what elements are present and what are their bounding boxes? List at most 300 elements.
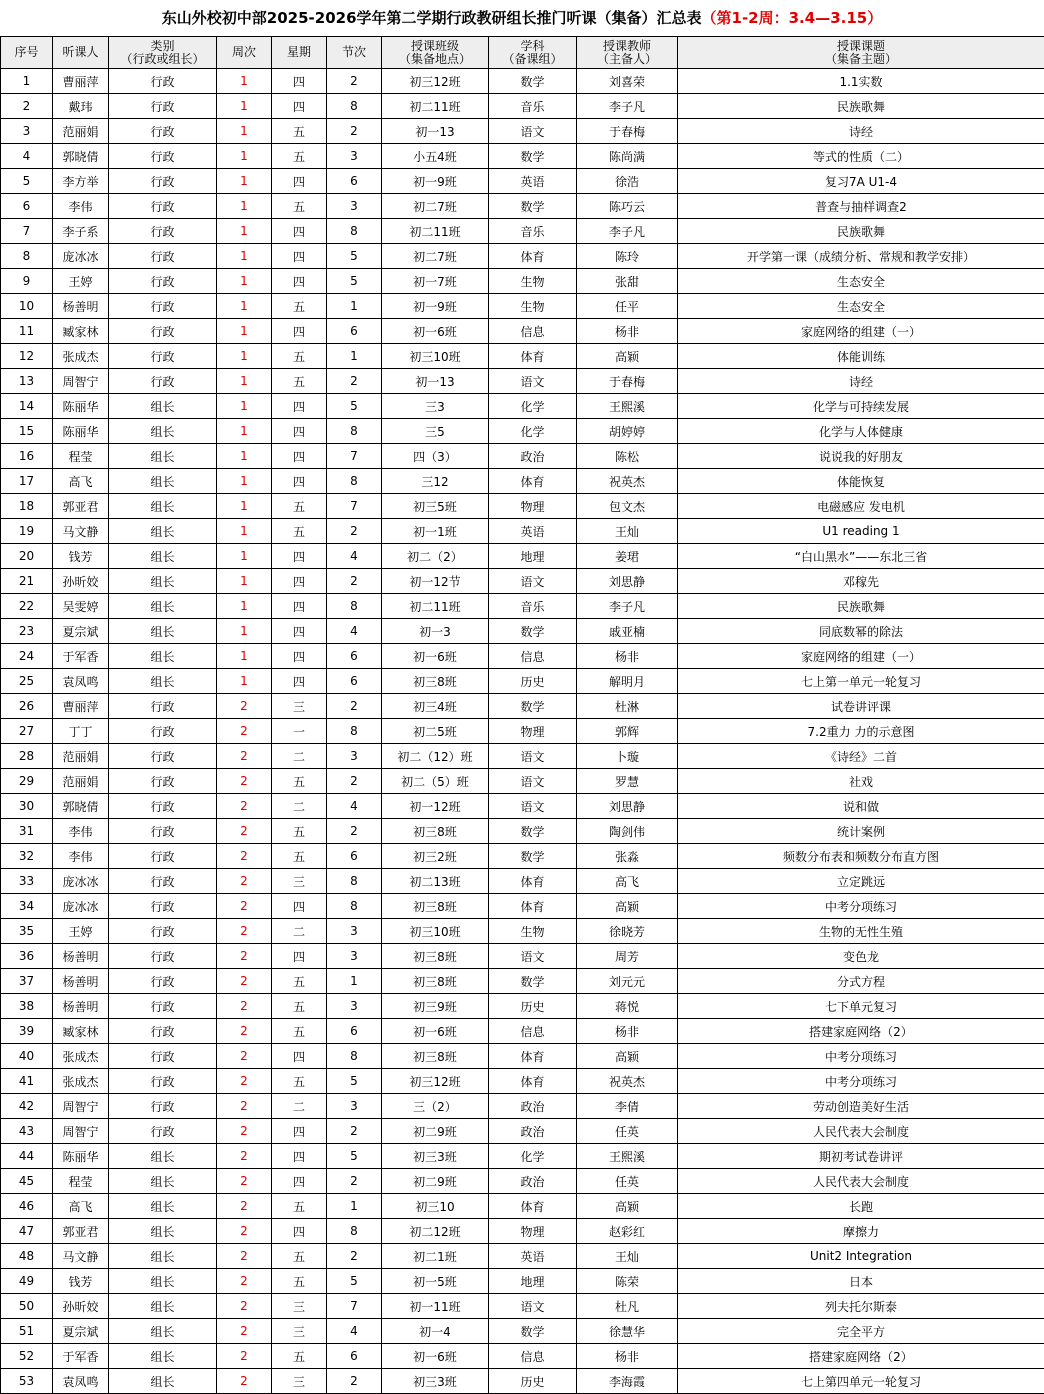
col-weekday-cell: 四 (272, 269, 327, 294)
col-class-cell: 初一12节 (382, 569, 489, 594)
col-index-cell: 27 (1, 719, 53, 744)
col-weekday-cell: 五 (272, 819, 327, 844)
col-teacher-cell: 姜珺 (577, 544, 678, 569)
col-class-cell: 初三4班 (382, 694, 489, 719)
col-week-header: 周次 (217, 37, 272, 69)
col-teacher-cell: 徐晓芳 (577, 919, 678, 944)
col-class-cell: 初二11班 (382, 594, 489, 619)
col-index-cell: 49 (1, 1269, 53, 1294)
col-class-cell: 初三8班 (382, 669, 489, 694)
col-week-cell: 1 (217, 544, 272, 569)
col-period-cell: 2 (327, 769, 382, 794)
col-observer-cell: 马文静 (53, 1244, 109, 1269)
page-title (0, 0, 1044, 36)
col-index-cell: 24 (1, 644, 53, 669)
col-category-cell: 行政 (109, 369, 217, 394)
col-period-cell: 1 (327, 969, 382, 994)
col-week-cell: 1 (217, 669, 272, 694)
table-row (1, 1069, 1044, 1094)
col-teacher-cell: 罗慧 (577, 769, 678, 794)
col-subject-cell: 体育 (489, 869, 577, 894)
col-index-cell: 10 (1, 294, 53, 319)
col-index-cell: 22 (1, 594, 53, 619)
col-category-cell: 组长 (109, 644, 217, 669)
col-week-cell: 2 (217, 794, 272, 819)
col-observer-cell: 于军香 (53, 1344, 109, 1369)
col-week-cell: 1 (217, 94, 272, 119)
col-teacher-cell: 戚亚楠 (577, 619, 678, 644)
col-teacher-cell: 任英 (577, 1169, 678, 1194)
col-category-cell: 行政 (109, 169, 217, 194)
col-weekday-cell: 四 (272, 569, 327, 594)
col-teacher-cell: 王灿 (577, 519, 678, 544)
col-period-cell: 8 (327, 719, 382, 744)
col-weekday-cell: 四 (272, 644, 327, 669)
col-period-cell: 6 (327, 1019, 382, 1044)
col-class-cell: 初一3 (382, 619, 489, 644)
col-topic-cell: 立定跳远 (678, 869, 1044, 894)
col-category-cell: 组长 (109, 1244, 217, 1269)
col-observer-cell: 丁丁 (53, 719, 109, 744)
col-period-cell: 6 (327, 1344, 382, 1369)
col-subject-cell: 语文 (489, 569, 577, 594)
col-topic-cell: 民族歌舞 (678, 219, 1044, 244)
table-row (1, 244, 1044, 269)
col-period-cell: 8 (327, 94, 382, 119)
table-row (1, 544, 1044, 569)
col-subject-cell: 音乐 (489, 594, 577, 619)
table-row (1, 819, 1044, 844)
col-category-cell: 行政 (109, 319, 217, 344)
col-weekday-cell: 二 (272, 1094, 327, 1119)
col-weekday-cell: 四 (272, 1219, 327, 1244)
col-observer-cell: 郭亚君 (53, 494, 109, 519)
col-observer-cell: 庞冰冰 (53, 869, 109, 894)
col-subject-cell: 物理 (489, 719, 577, 744)
col-category-cell: 组长 (109, 394, 217, 419)
col-category-cell: 组长 (109, 519, 217, 544)
col-class-cell: 初二1班 (382, 1244, 489, 1269)
col-topic-cell: 长跑 (678, 1194, 1044, 1219)
col-weekday-cell: 五 (272, 1194, 327, 1219)
col-category-cell: 行政 (109, 219, 217, 244)
col-subject-cell: 化学 (489, 419, 577, 444)
col-index-cell: 5 (1, 169, 53, 194)
col-category-cell: 行政 (109, 919, 217, 944)
table-row (1, 644, 1044, 669)
col-topic-cell: 试卷讲评课 (678, 694, 1044, 719)
col-class-cell: 初三8班 (382, 1044, 489, 1069)
col-teacher-cell: 高颖 (577, 1044, 678, 1069)
col-observer-cell: 马文静 (53, 519, 109, 544)
col-class-cell: 初一6班 (382, 1019, 489, 1044)
col-period-cell: 5 (327, 1144, 382, 1169)
col-category-cell: 行政 (109, 344, 217, 369)
col-class-header: 授课班级 （集备地点） (382, 37, 489, 69)
col-period-cell: 8 (327, 469, 382, 494)
col-topic-cell: 普查与抽样调查2 (678, 194, 1044, 219)
table-row (1, 444, 1044, 469)
col-weekday-cell: 五 (272, 1069, 327, 1094)
col-period-cell: 7 (327, 1294, 382, 1319)
col-topic-cell: “白山黑水”——东北三省 (678, 544, 1044, 569)
col-teacher-cell: 任平 (577, 294, 678, 319)
col-week-cell: 2 (217, 1094, 272, 1119)
col-topic-cell: 生物的无性生殖 (678, 919, 1044, 944)
col-subject-cell: 历史 (489, 994, 577, 1019)
col-index-cell: 41 (1, 1069, 53, 1094)
col-category-cell: 组长 (109, 1344, 217, 1369)
col-index-cell: 8 (1, 244, 53, 269)
col-weekday-cell: 四 (272, 444, 327, 469)
col-week-cell: 2 (217, 994, 272, 1019)
col-index-cell: 7 (1, 219, 53, 244)
col-topic-cell: 说和做 (678, 794, 1044, 819)
col-category-cell: 组长 (109, 1194, 217, 1219)
col-observer-cell: 戴玮 (53, 94, 109, 119)
col-observer-cell: 庞冰冰 (53, 244, 109, 269)
col-weekday-cell: 四 (272, 1144, 327, 1169)
col-period-cell: 5 (327, 269, 382, 294)
col-index-cell: 28 (1, 744, 53, 769)
table-row (1, 969, 1044, 994)
col-category-cell: 行政 (109, 1119, 217, 1144)
col-index-cell: 36 (1, 944, 53, 969)
col-class-cell: 初三10班 (382, 919, 489, 944)
col-index-cell: 35 (1, 919, 53, 944)
col-period-cell: 1 (327, 294, 382, 319)
col-observer-cell: 孙昕姣 (53, 1294, 109, 1319)
col-subject-header: 学科 （备课组） (489, 37, 577, 69)
table-header-row (1, 37, 1044, 69)
col-weekday-cell: 四 (272, 944, 327, 969)
col-week-cell: 2 (217, 744, 272, 769)
col-weekday-cell: 四 (272, 94, 327, 119)
col-category-cell: 行政 (109, 269, 217, 294)
col-subject-cell: 体育 (489, 244, 577, 269)
col-topic-cell: U1 reading 1 (678, 519, 1044, 544)
col-index-cell: 20 (1, 544, 53, 569)
col-week-cell: 1 (217, 194, 272, 219)
col-topic-cell: 七下单元复习 (678, 994, 1044, 1019)
col-week-cell: 2 (217, 969, 272, 994)
col-subject-cell: 语文 (489, 744, 577, 769)
col-observer-cell: 郭晓倩 (53, 794, 109, 819)
col-teacher-cell: 张淼 (577, 844, 678, 869)
col-week-cell: 2 (217, 694, 272, 719)
col-topic-cell: 社戏 (678, 769, 1044, 794)
col-period-cell: 8 (327, 869, 382, 894)
col-week-cell: 2 (217, 1369, 272, 1394)
col-subject-cell: 英语 (489, 169, 577, 194)
table-row (1, 1244, 1044, 1269)
col-teacher-cell: 李子凡 (577, 94, 678, 119)
col-class-cell: 初二7班 (382, 194, 489, 219)
col-subject-cell: 数学 (489, 69, 577, 94)
col-week-cell: 2 (217, 919, 272, 944)
col-weekday-cell: 四 (272, 544, 327, 569)
col-category-header: 类别 （行政或组长） (109, 37, 217, 69)
table-row (1, 694, 1044, 719)
col-index-cell: 37 (1, 969, 53, 994)
col-period-cell: 6 (327, 669, 382, 694)
col-category-cell: 行政 (109, 869, 217, 894)
col-topic-cell: 生态安全 (678, 269, 1044, 294)
col-topic-cell: 诗经 (678, 369, 1044, 394)
col-week-cell: 1 (217, 569, 272, 594)
col-teacher-cell: 李子凡 (577, 219, 678, 244)
col-class-cell: 小五4班 (382, 144, 489, 169)
table-row (1, 69, 1044, 94)
col-index-cell: 29 (1, 769, 53, 794)
col-week-cell: 2 (217, 869, 272, 894)
table-row (1, 119, 1044, 144)
table-row (1, 669, 1044, 694)
col-weekday-cell: 四 (272, 894, 327, 919)
col-topic-cell: 化学与人体健康 (678, 419, 1044, 444)
col-week-cell: 2 (217, 1194, 272, 1219)
col-week-cell: 2 (217, 944, 272, 969)
col-index-cell: 34 (1, 894, 53, 919)
table-row (1, 519, 1044, 544)
col-week-cell: 2 (217, 1244, 272, 1269)
col-observer-cell: 杨善明 (53, 969, 109, 994)
col-index-cell: 1 (1, 69, 53, 94)
col-category-cell: 组长 (109, 619, 217, 644)
col-topic-cell: 民族歌舞 (678, 94, 1044, 119)
col-class-cell: 初三3班 (382, 1369, 489, 1394)
col-teacher-cell: 杨非 (577, 1019, 678, 1044)
col-weekday-cell: 五 (272, 119, 327, 144)
table-row (1, 269, 1044, 294)
col-observer-cell: 周智宁 (53, 369, 109, 394)
col-subject-cell: 化学 (489, 394, 577, 419)
col-teacher-cell: 杜凡 (577, 1294, 678, 1319)
col-teacher-cell: 于春梅 (577, 119, 678, 144)
col-subject-cell: 数学 (489, 144, 577, 169)
col-weekday-cell: 四 (272, 469, 327, 494)
col-subject-cell: 化学 (489, 1144, 577, 1169)
col-subject-cell: 语文 (489, 369, 577, 394)
col-subject-cell: 生物 (489, 294, 577, 319)
col-observer-cell: 高飞 (53, 1194, 109, 1219)
col-observer-cell: 曹丽萍 (53, 694, 109, 719)
table-row (1, 619, 1044, 644)
col-weekday-cell: 四 (272, 169, 327, 194)
col-period-cell: 2 (327, 519, 382, 544)
col-week-cell: 1 (217, 294, 272, 319)
col-topic-cell: 搭建家庭网络（2） (678, 1019, 1044, 1044)
col-teacher-cell: 王熙溪 (577, 394, 678, 419)
col-period-cell: 1 (327, 1194, 382, 1219)
col-period-cell: 2 (327, 569, 382, 594)
col-weekday-header: 星期 (272, 37, 327, 69)
col-week-cell: 2 (217, 1269, 272, 1294)
col-weekday-cell: 四 (272, 219, 327, 244)
col-category-cell: 组长 (109, 1269, 217, 1294)
col-period-cell: 8 (327, 219, 382, 244)
col-index-cell: 51 (1, 1319, 53, 1344)
col-teacher-cell: 徐慧华 (577, 1319, 678, 1344)
col-week-cell: 1 (217, 494, 272, 519)
col-week-cell: 1 (217, 519, 272, 544)
col-observer-cell: 吴雯婷 (53, 594, 109, 619)
col-period-cell: 7 (327, 494, 382, 519)
col-week-cell: 2 (217, 1019, 272, 1044)
col-index-header: 序号 (1, 37, 53, 69)
col-observer-cell: 陈丽华 (53, 394, 109, 419)
col-subject-cell: 音乐 (489, 219, 577, 244)
col-topic-cell: 7.2重力 力的示意图 (678, 719, 1044, 744)
col-teacher-cell: 张甜 (577, 269, 678, 294)
col-period-cell: 3 (327, 994, 382, 1019)
table-row (1, 569, 1044, 594)
col-category-cell: 组长 (109, 494, 217, 519)
col-category-cell: 组长 (109, 1369, 217, 1394)
col-observer-header: 听课人 (53, 37, 109, 69)
col-teacher-cell: 祝英杰 (577, 1069, 678, 1094)
col-subject-cell: 音乐 (489, 94, 577, 119)
col-observer-cell: 陈丽华 (53, 419, 109, 444)
col-week-cell: 1 (217, 469, 272, 494)
col-weekday-cell: 五 (272, 369, 327, 394)
col-subject-cell: 体育 (489, 469, 577, 494)
col-observer-cell: 李方举 (53, 169, 109, 194)
col-category-cell: 行政 (109, 1019, 217, 1044)
col-weekday-cell: 三 (272, 1294, 327, 1319)
table-row (1, 1194, 1044, 1219)
col-topic-cell: 家庭网络的组建（一） (678, 319, 1044, 344)
table-row (1, 1269, 1044, 1294)
col-topic-cell: 化学与可持续发展 (678, 394, 1044, 419)
col-category-cell: 行政 (109, 94, 217, 119)
col-topic-cell: 《诗经》二首 (678, 744, 1044, 769)
col-observer-cell: 王婷 (53, 919, 109, 944)
col-observer-cell: 李子系 (53, 219, 109, 244)
col-index-cell: 46 (1, 1194, 53, 1219)
col-period-cell: 8 (327, 1044, 382, 1069)
col-teacher-cell: 蒋悦 (577, 994, 678, 1019)
col-subject-cell: 信息 (489, 319, 577, 344)
col-subject-cell: 体育 (489, 894, 577, 919)
col-topic-cell: 邓稼先 (678, 569, 1044, 594)
col-index-cell: 13 (1, 369, 53, 394)
col-index-cell: 45 (1, 1169, 53, 1194)
table-row (1, 469, 1044, 494)
col-weekday-cell: 五 (272, 844, 327, 869)
col-weekday-cell: 四 (272, 1119, 327, 1144)
table-row (1, 1369, 1044, 1394)
table-row (1, 194, 1044, 219)
col-weekday-cell: 五 (272, 144, 327, 169)
col-subject-cell: 数学 (489, 819, 577, 844)
col-weekday-cell: 五 (272, 519, 327, 544)
col-weekday-cell: 四 (272, 319, 327, 344)
col-weekday-cell: 四 (272, 1044, 327, 1069)
table-row (1, 294, 1044, 319)
col-period-cell: 5 (327, 244, 382, 269)
col-week-cell: 1 (217, 119, 272, 144)
col-category-cell: 行政 (109, 69, 217, 94)
col-teacher-cell: 刘思静 (577, 794, 678, 819)
col-class-cell: 三3 (382, 394, 489, 419)
col-index-cell: 42 (1, 1094, 53, 1119)
col-teacher-cell: 刘思静 (577, 569, 678, 594)
table-row (1, 1219, 1044, 1244)
col-period-cell: 2 (327, 1169, 382, 1194)
col-class-cell: 初二13班 (382, 869, 489, 894)
col-observer-cell: 程莹 (53, 1169, 109, 1194)
col-period-cell: 1 (327, 344, 382, 369)
col-teacher-cell: 杨非 (577, 319, 678, 344)
col-topic-cell: 说说我的好朋友 (678, 444, 1044, 469)
col-period-cell: 4 (327, 619, 382, 644)
table-row (1, 794, 1044, 819)
col-week-cell: 1 (217, 144, 272, 169)
col-index-cell: 39 (1, 1019, 53, 1044)
col-class-cell: 初一6班 (382, 1344, 489, 1369)
col-subject-cell: 体育 (489, 1194, 577, 1219)
col-category-cell: 行政 (109, 744, 217, 769)
col-weekday-cell: 五 (272, 194, 327, 219)
table-row (1, 1344, 1044, 1369)
col-category-cell: 行政 (109, 694, 217, 719)
col-teacher-cell: 李倩 (577, 1094, 678, 1119)
col-teacher-cell: 陈玲 (577, 244, 678, 269)
col-index-cell: 6 (1, 194, 53, 219)
col-topic-cell: 分式方程 (678, 969, 1044, 994)
col-week-cell: 1 (217, 644, 272, 669)
col-topic-cell: 复习7A U1-4 (678, 169, 1044, 194)
col-teacher-cell: 陈荣 (577, 1269, 678, 1294)
table-row (1, 219, 1044, 244)
col-week-cell: 1 (217, 444, 272, 469)
col-category-cell: 行政 (109, 194, 217, 219)
col-week-cell: 1 (217, 344, 272, 369)
col-class-cell: 初三10 (382, 1194, 489, 1219)
col-topic-cell: 等式的性质（二） (678, 144, 1044, 169)
col-week-cell: 1 (217, 269, 272, 294)
table-row (1, 169, 1044, 194)
col-period-cell: 5 (327, 394, 382, 419)
col-period-cell: 6 (327, 319, 382, 344)
col-topic-cell: 人民代表大会制度 (678, 1119, 1044, 1144)
col-index-cell: 23 (1, 619, 53, 644)
col-period-cell: 2 (327, 119, 382, 144)
col-subject-cell: 语文 (489, 769, 577, 794)
col-period-cell: 3 (327, 194, 382, 219)
col-period-cell: 4 (327, 544, 382, 569)
table-row (1, 94, 1044, 119)
col-index-cell: 17 (1, 469, 53, 494)
col-teacher-cell: 徐浩 (577, 169, 678, 194)
col-category-cell: 行政 (109, 794, 217, 819)
col-subject-cell: 政治 (489, 1169, 577, 1194)
col-index-cell: 33 (1, 869, 53, 894)
table-row (1, 394, 1044, 419)
col-teacher-cell: 杨非 (577, 644, 678, 669)
col-index-cell: 52 (1, 1344, 53, 1369)
col-weekday-cell: 五 (272, 1019, 327, 1044)
col-weekday-cell: 五 (272, 1244, 327, 1269)
col-weekday-cell: 四 (272, 244, 327, 269)
col-teacher-cell: 高颖 (577, 344, 678, 369)
table-row (1, 1019, 1044, 1044)
col-teacher-cell: 陶剑伟 (577, 819, 678, 844)
col-observer-cell: 王婷 (53, 269, 109, 294)
col-teacher-cell: 于春梅 (577, 369, 678, 394)
col-class-cell: 初二11班 (382, 219, 489, 244)
